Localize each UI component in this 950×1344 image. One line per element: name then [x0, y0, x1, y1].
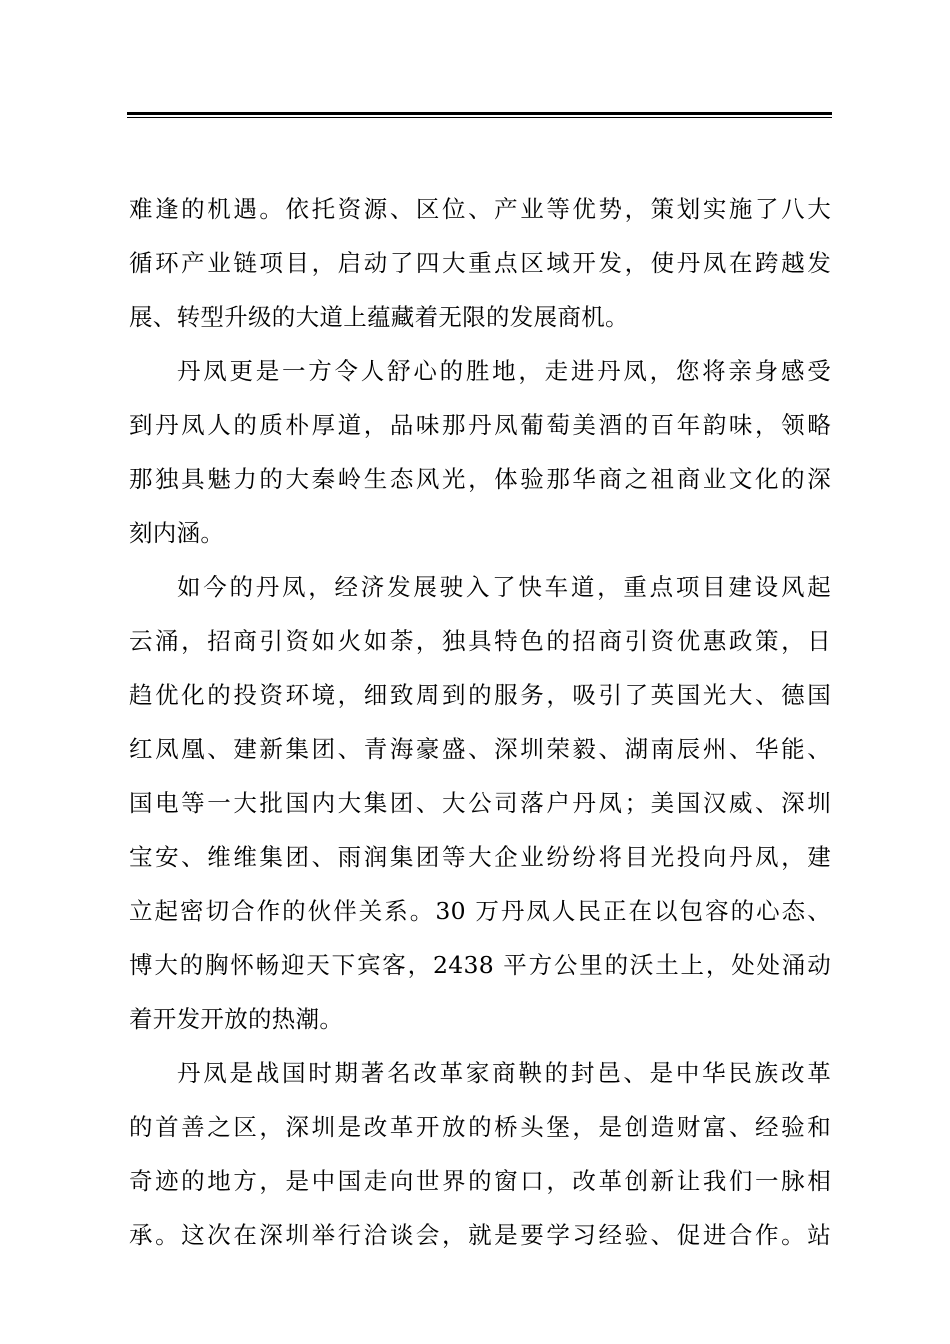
body-text	[129, 182, 831, 1262]
text-line: 那独具魅力的大秦岭生态风光，体验那华商之祖商业文化的深	[129, 465, 831, 493]
text-line: 红凤凰、建新集团、青海豪盛、深圳荣毅、湖南辰州、华能、	[129, 735, 831, 763]
text-line: 的首善之区，深圳是改革开放的桥头堡，是创造财富、经验和	[129, 1113, 831, 1141]
text-line: 循环产业链项目，启动了四大重点区域开发，使丹凤在跨越发	[129, 249, 831, 277]
text-line: 承。这次在深圳举行洽谈会，就是要学习经验、促进合作。站	[129, 1221, 831, 1249]
text-line: 着开发开放的热潮。	[129, 1005, 344, 1033]
text-line: 丹凤更是一方令人舒心的胜地，走进丹凤，您将亲身感受	[177, 357, 831, 385]
text-line: 刻内涵。	[129, 519, 225, 547]
header-double-rule	[127, 112, 832, 118]
text-line: 展、转型升级的大道上蕴藏着无限的发展商机。	[129, 303, 629, 331]
text-line: 到丹凤人的质朴厚道，品味那丹凤葡萄美酒的百年韵味，领略	[129, 411, 831, 439]
text-line: 奇迹的地方，是中国走向世界的窗口，改革创新让我们一脉相	[129, 1167, 831, 1195]
text-line: 丹凤是战国时期著名改革家商鞅的封邑、是中华民族改革	[177, 1059, 831, 1087]
text-line: 趋优化的投资环境，细致周到的服务，吸引了英国光大、德国	[129, 681, 831, 709]
text-line: 立起密切合作的伙伴关系。30 万丹凤人民正在以包容的心态、	[129, 897, 831, 925]
text-line: 云涌，招商引资如火如荼，独具特色的招商引资优惠政策，日	[129, 627, 831, 655]
text-line: 国电等一大批国内大集团、大公司落户丹凤；美国汉威、深圳	[129, 789, 831, 817]
text-line: 如今的丹凤，经济发展驶入了快车道，重点项目建设风起	[177, 573, 831, 601]
text-line: 宝安、维维集团、雨润集团等大企业纷纷将目光投向丹凤，建	[129, 843, 831, 871]
text-line: 难逢的机遇。依托资源、区位、产业等优势，策划实施了八大	[129, 195, 831, 223]
header-rule-thin	[127, 117, 832, 118]
text-line: 博大的胸怀畅迎天下宾客，2438 平方公里的沃土上，处处涌动	[129, 951, 831, 979]
